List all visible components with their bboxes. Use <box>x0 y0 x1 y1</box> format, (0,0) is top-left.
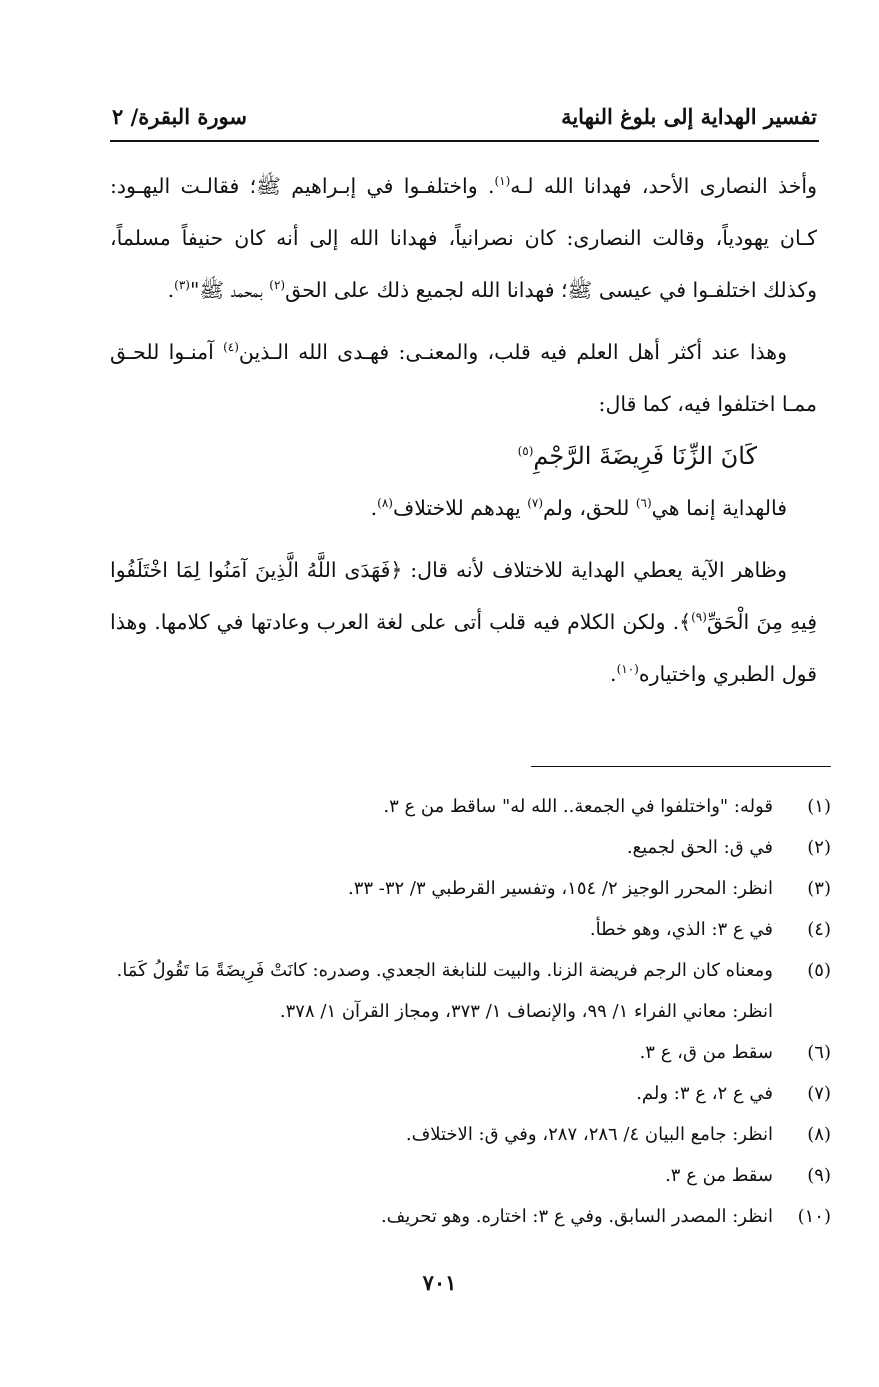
paragraph-1-text-2: . واختلفـوا في إبـراهيم ﷺ؛ فقالـت اليهـود: كـان يهودياً، وقالت النصارى: كان نصرانياً، فهدانا الله إلى أنه كان حنيفاً مسلماً، وكذلك اختلفـوا في عيسى ﷺ؛ فهدانا الله لجميع ذلك على الحق <box>110 174 817 302</box>
footnote-ref-1[interactable]: (١) <box>494 174 511 189</box>
paragraph-4-text-2: . ولكن الكلام فيه قلب أتى على لغة العرب وعادتها في كلامها. وهذا قول الطبري واختياره <box>110 610 817 686</box>
paragraph-3-text-3: يهدهم للاختلاف <box>392 496 528 520</box>
footnote-number: (١٠) <box>797 1206 831 1227</box>
footnote-text: انظر: المصدر السابق. وفي ع ٣: اختاره. وهو تحريف. <box>380 1206 773 1227</box>
footnote-number: (٨) <box>807 1124 831 1145</box>
footnote-number: (٩) <box>807 1165 831 1186</box>
footnote-text: قوله: "واختلفوا في الجمعة.. الله له" ساقط من ع ٣. <box>383 796 773 817</box>
footnote-item <box>100 1196 831 1237</box>
footnote-item <box>100 1114 831 1155</box>
paragraph-2 <box>110 326 817 430</box>
footnote-text: سقط من ع ٣. <box>665 1165 773 1186</box>
footnote-ref-2[interactable]: (٢) <box>269 278 286 293</box>
footnote-text: انظر: المحرر الوجيز ٢/ ١٥٤، وتفسير القرطبي ٣/ ٣٢- ٣٣. <box>347 878 773 899</box>
paragraph-1-text-3: بمحمد ﷺ" <box>189 278 270 302</box>
quran-quote-end: ﴾ <box>679 610 692 634</box>
footnote-item <box>100 1155 831 1196</box>
footnote-number: (٦) <box>807 1042 831 1063</box>
footnote-ref-7[interactable]: (٧) <box>527 496 544 511</box>
paragraph-3 <box>110 482 817 534</box>
footnote-item <box>100 786 831 827</box>
footnote-item <box>100 868 831 909</box>
book-title: تفسير الهداية إلى بلوغ النهاية <box>561 103 817 129</box>
footnote-text: سقط من ق، ع ٣. <box>639 1042 773 1063</box>
header-rule <box>110 140 819 142</box>
footnote-number: (١) <box>807 796 831 817</box>
footnote-item <box>100 1073 831 1114</box>
footnote-text: في ع ٢، ع ٣: ولم. <box>636 1083 773 1104</box>
quran-quote: ﴿فَهَدَى اللَّهُ الَّذِينَ آمَنُوا لِمَا اخْتَلَفُوا فِيهِ مِنَ الْحَقِّ <box>110 558 817 634</box>
footnote-ref-5[interactable]: (٥) <box>517 444 534 458</box>
footnote-ref-6[interactable]: (٦) <box>635 496 652 511</box>
paragraph-1-text: وأخذ النصارى الأحد، فهدانا الله لـه <box>510 174 817 198</box>
paragraph-4 <box>110 544 817 700</box>
paragraph-3-text-2: للحق، ولم <box>543 496 636 520</box>
footnote-number: (٢) <box>807 837 831 858</box>
paragraph-3-end: . <box>370 496 378 520</box>
footnote-number: (٥) <box>807 960 831 981</box>
footnote-text: في ق: الحق لجميع. <box>626 837 773 858</box>
paragraph-4-text: وظاهر الآية يعطي الهداية للاختلاف لأنه قال: <box>402 558 787 582</box>
footnote-text: انظر: جامع البيان ٤/ ٢٨٦، ٢٨٧، وفي ق: الاختلاف. <box>405 1124 773 1145</box>
footnote-ref-3[interactable]: (٣) <box>174 278 190 293</box>
footnote-number: (٣) <box>807 878 831 899</box>
paragraph-4-end: . <box>610 662 617 686</box>
paragraph-1-end: . <box>167 278 175 302</box>
paragraph-1 <box>110 160 817 316</box>
footnote-item <box>100 827 831 868</box>
paragraph-3-text: فالهداية إنما هي <box>651 496 787 520</box>
main-text <box>110 160 817 700</box>
footnote-ref-8[interactable]: (٨) <box>377 496 393 511</box>
page-number: ٧٠١ <box>422 1270 457 1295</box>
footnote-ref-10[interactable]: (١٠) <box>616 662 639 677</box>
footnotes-list <box>100 786 831 1237</box>
footnote-item <box>100 909 831 950</box>
verse-text: كَانَ الزِّنَا فَرِيضَةَ الرَّجْمِ <box>533 442 757 470</box>
footnote-number: (٧) <box>807 1083 831 1104</box>
footnote-ref-9[interactable]: (٩) <box>691 610 707 625</box>
running-header <box>112 98 817 134</box>
footnote-number: (٤) <box>807 919 831 940</box>
footnote-item <box>100 950 831 1032</box>
paragraph-2-text: وهذا عند أكثر أهل العلم فيه قلب، والمعنـى: فهـدى الله الـذين <box>238 340 787 364</box>
footnote-text: في ع ٣: الذي، وهو خطأ. <box>589 919 773 940</box>
poetry-verse <box>110 430 817 482</box>
footnote-rule <box>531 766 831 767</box>
paragraph-2-text-2: آمنـوا للحـق ممـا اختلفوا فيه، كما قال: <box>110 340 817 416</box>
footnote-item <box>100 1032 831 1073</box>
surah-label: سورة البقرة/ ٢ <box>112 103 247 129</box>
footnote-text: ومعناه كان الرجم فريضة الزنا. والبيت للنابغة الجعدي. وصدره: كانَتْ فَرِيضَةً مَا تَقُولُ كَمَا. انظر: معاني الفراء ١/ ٩٩، والإنصاف ١/ ٣٧٣، ومجاز القرآن ١/ ٣٧٨. <box>116 960 773 1022</box>
footnote-ref-4[interactable]: (٤) <box>223 340 239 355</box>
